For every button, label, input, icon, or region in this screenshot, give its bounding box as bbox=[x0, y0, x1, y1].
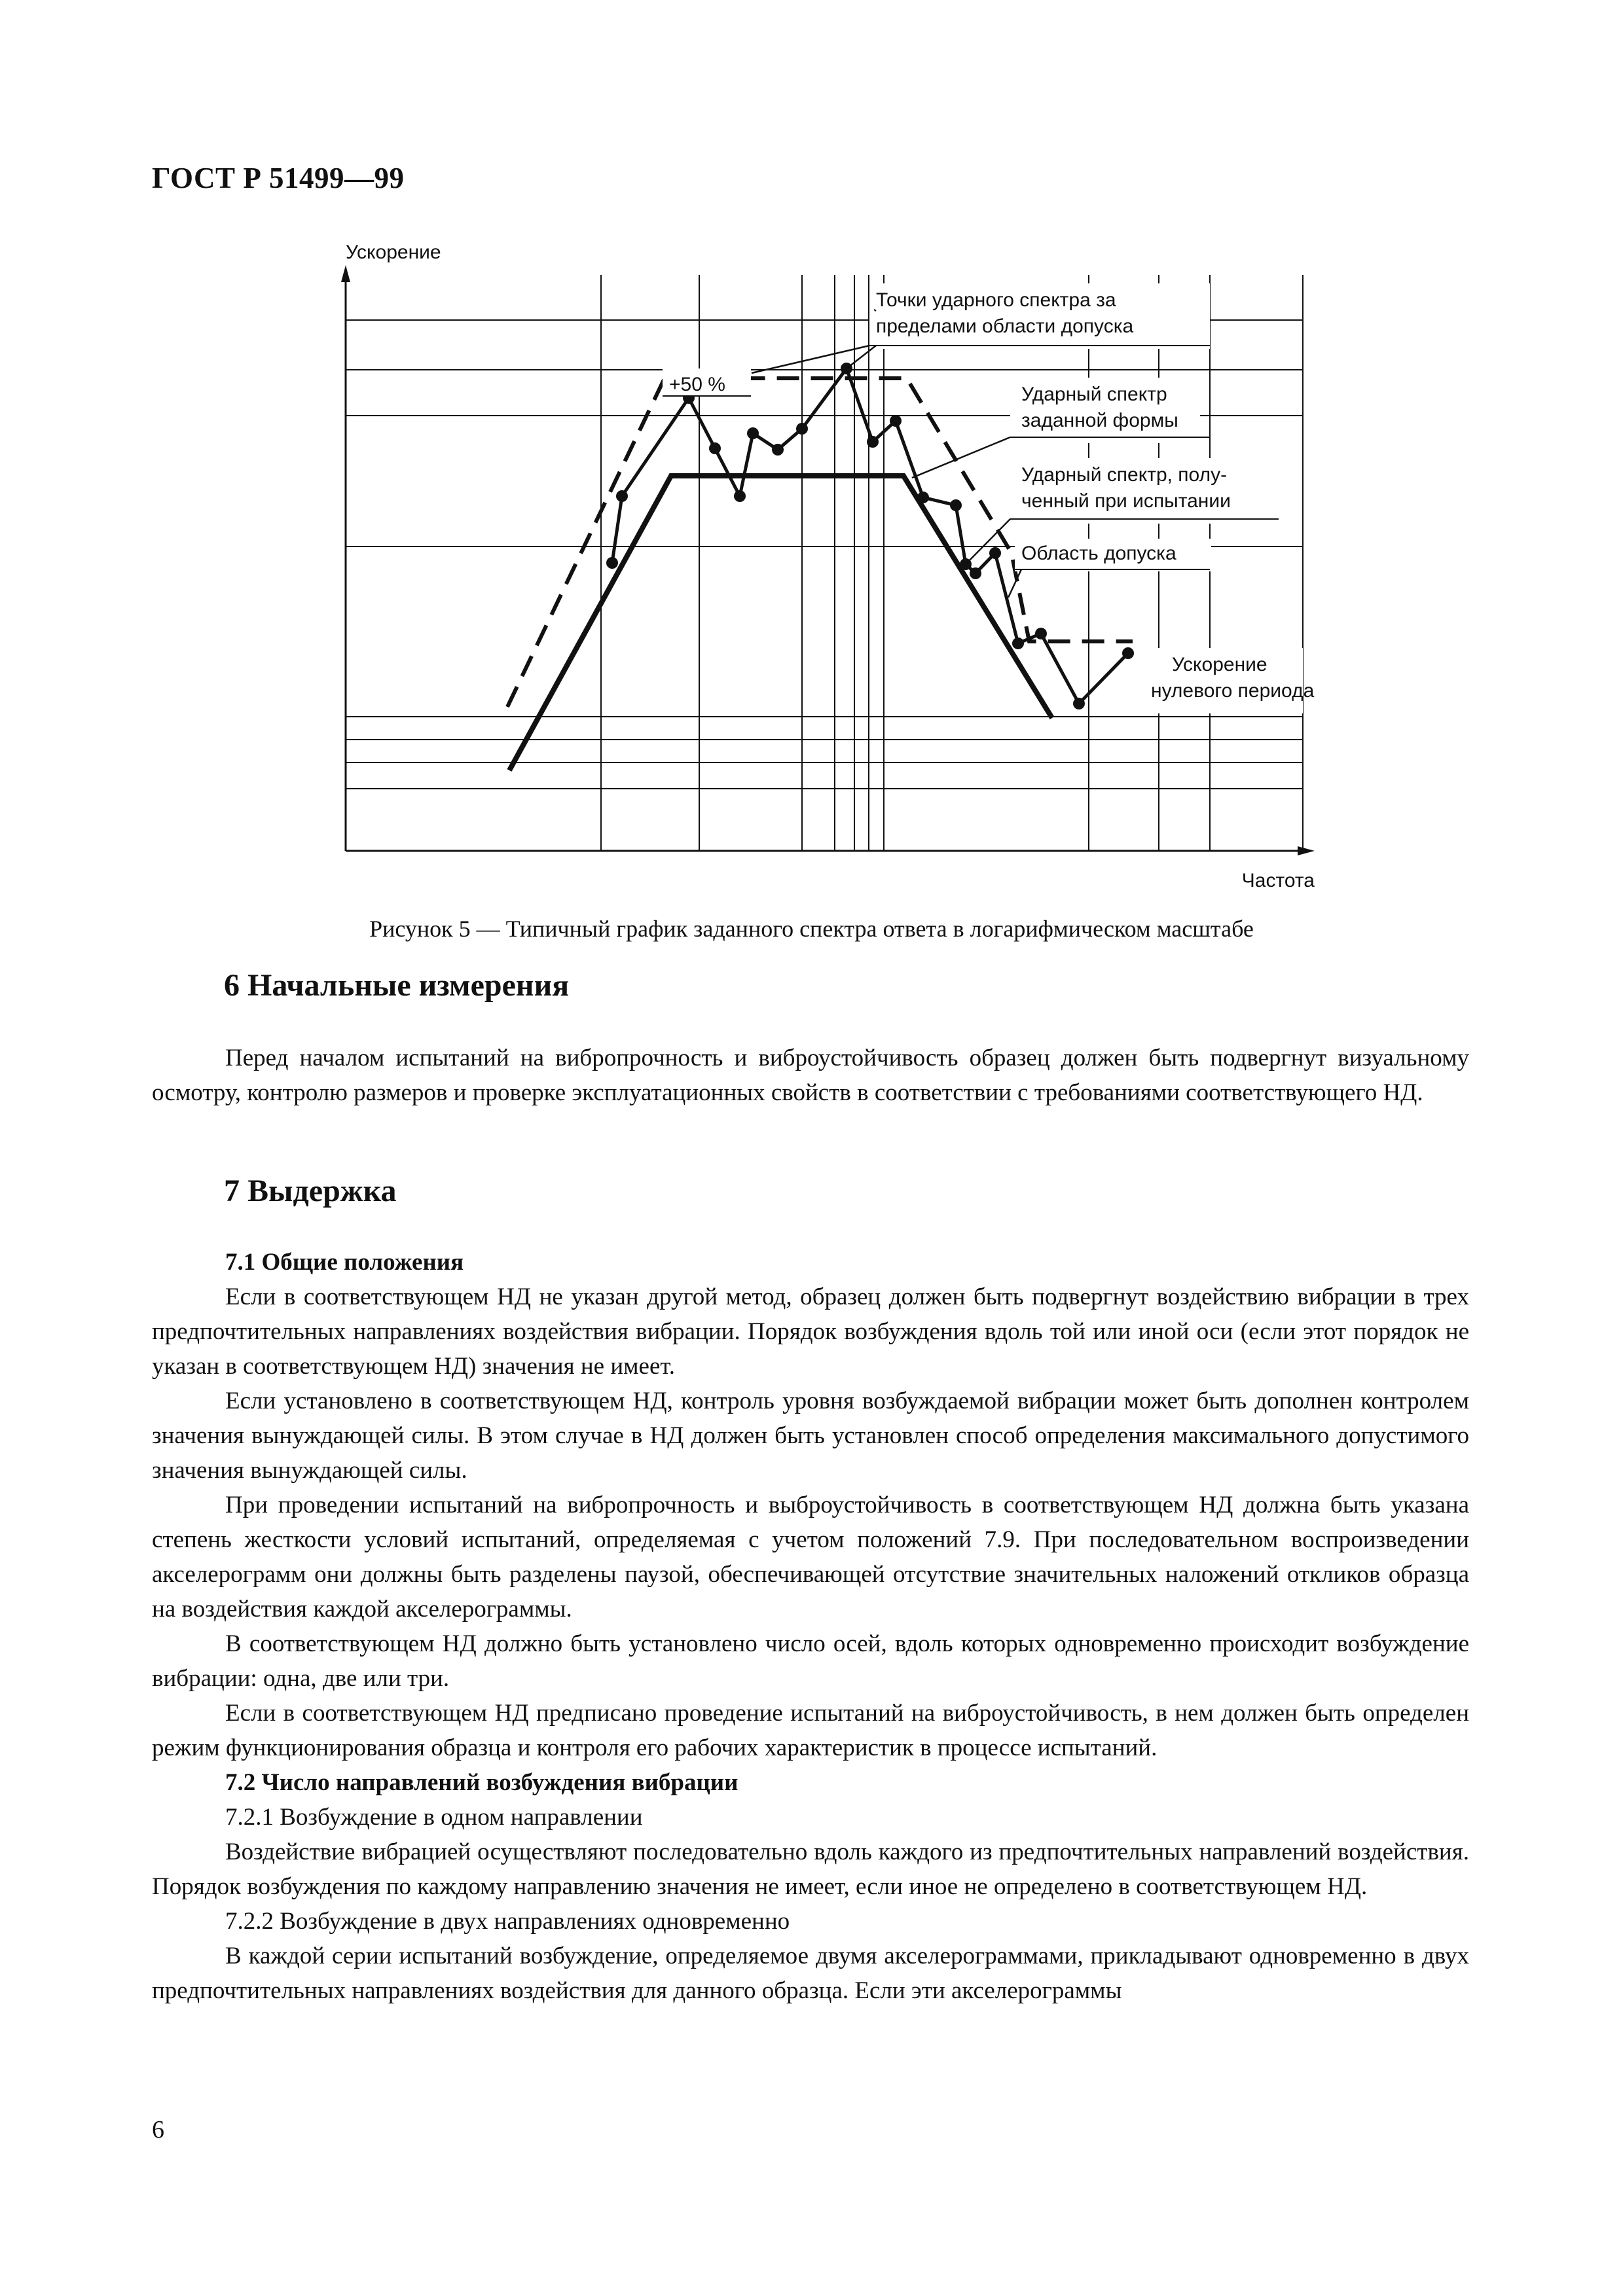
section-6-title: 6 Начальные измерения bbox=[224, 968, 570, 1003]
document-header: ГОСТ Р 51499—99 bbox=[152, 162, 405, 194]
callout-tolerance-area bbox=[1008, 539, 1211, 598]
svg-text:ченный при испытании: ченный при испытании bbox=[1021, 490, 1231, 512]
svg-text:Ударный спектр: Ударный спектр bbox=[1021, 384, 1167, 405]
specified-shock-spectrum bbox=[509, 476, 1052, 770]
paragraph: Если в соответствующем НД не указан другой метод, образец должен быть подвергнут воздействию вибрации в трех предпочтительных направлениях воздействия вибрации. Порядок возбуждения вдоль той или иной оси (если этот порядок не указан в соответствующем НД) значения не имеет. bbox=[152, 1283, 1469, 1380]
paragraph: В соответствующем НД должно быть установлено число осей, вдоль которых одновременно происходит возбуждение вибрации: одна, две или три. bbox=[152, 1630, 1469, 1692]
response-spectrum-graph bbox=[327, 239, 1322, 906]
paragraph: 7.2.2 Возбуждение в двух направлениях одновременно bbox=[225, 1908, 790, 1935]
paragraph: В каждой серии испытаний возбуждение, определяемое двумя акселерограммами, прикладывают одновременно в двух предпочтительных направлениях воздействия для данного образца. Если эти акселерограммы bbox=[152, 1943, 1469, 2004]
figure-5 bbox=[327, 239, 1322, 906]
svg-text:Ускорение: Ускорение bbox=[1172, 654, 1267, 675]
y-axis-label: Ускорение bbox=[346, 242, 441, 263]
svg-text:нулевого периода: нулевого периода bbox=[1151, 680, 1315, 702]
figure-caption: Рисунок 5 — Типичный график заданного спектра ответа в логарифмическом масштабе bbox=[369, 916, 1254, 942]
paragraph: Если в соответствующем НД предписано проведение испытаний на виброустойчивость, в нем должен быть определен режим функционирования образца и контроля его рабочих характеристик в процессе испытаний. bbox=[152, 1700, 1469, 1761]
paragraph: Если установлено в соответствующем НД, контроль уровня возбуждаемой вибрации может быть дополнен контролем значения вынуждающей силы. В этом случае в НД должен быть установлен способ определения максимального допустимого значения вынуждающей силы. bbox=[152, 1388, 1469, 1484]
svg-text:Ударный спектр, полу-: Ударный спектр, полу- bbox=[1021, 464, 1228, 486]
paragraph: 7.2.1 Возбуждение в одном направлении bbox=[225, 1804, 643, 1831]
subsection-7-2-title: 7.2 Число направлений возбуждения вибрации bbox=[225, 1769, 739, 1796]
section-6-body bbox=[152, 1041, 1469, 1110]
tolerance-label-box bbox=[663, 368, 751, 396]
svg-text:Область допуска: Область допуска bbox=[1021, 543, 1176, 564]
callout-zero-period bbox=[1149, 648, 1315, 713]
page-number: 6 bbox=[152, 2116, 164, 2144]
svg-text:пределами области допуска: пределами области допуска bbox=[876, 315, 1134, 337]
tolerance-label: +50 % bbox=[669, 374, 725, 395]
section-7-title: 7 Выдержка bbox=[224, 1174, 397, 1208]
paragraph: При проведении испытаний на вибропрочность и выброустойчивость в соответствующем НД должна быть указана степень жесткости условий испытаний, определяемая с учетом положений 7.9. При последовательном воспроизведении акселерограмм они должны быть разделены паузой, обеспечивающей отсутствие значительных наложений откликов образца на воздействия каждой акселерограммы. bbox=[152, 1492, 1469, 1623]
subsection-7-1-title: 7.1 Общие положения bbox=[225, 1249, 464, 1276]
section-7-body bbox=[152, 1245, 1469, 2008]
svg-text:заданной формы: заданной формы bbox=[1021, 410, 1178, 431]
callout-out-of-tolerance bbox=[752, 283, 1210, 373]
paragraph: Перед началом испытаний на вибропрочность и виброустойчивость образец должен быть подвергнут визуальному осмотру, контролю размеров и проверке эксплуатационных свойств в соответствии с требованиями соответствующего НД. bbox=[152, 1045, 1469, 1106]
x-axis-label: Частота bbox=[1241, 870, 1315, 891]
svg-text:Точки ударного спектра за: Точки ударного спектра за bbox=[876, 289, 1116, 311]
paragraph: Воздействие вибрацией осуществляют последовательно вдоль каждого из предпочтительных направлений воздействия. Порядок возбуждения по каждому направлению значения не имеет, если иное не определено в соответствующем НД. bbox=[152, 1839, 1469, 1900]
